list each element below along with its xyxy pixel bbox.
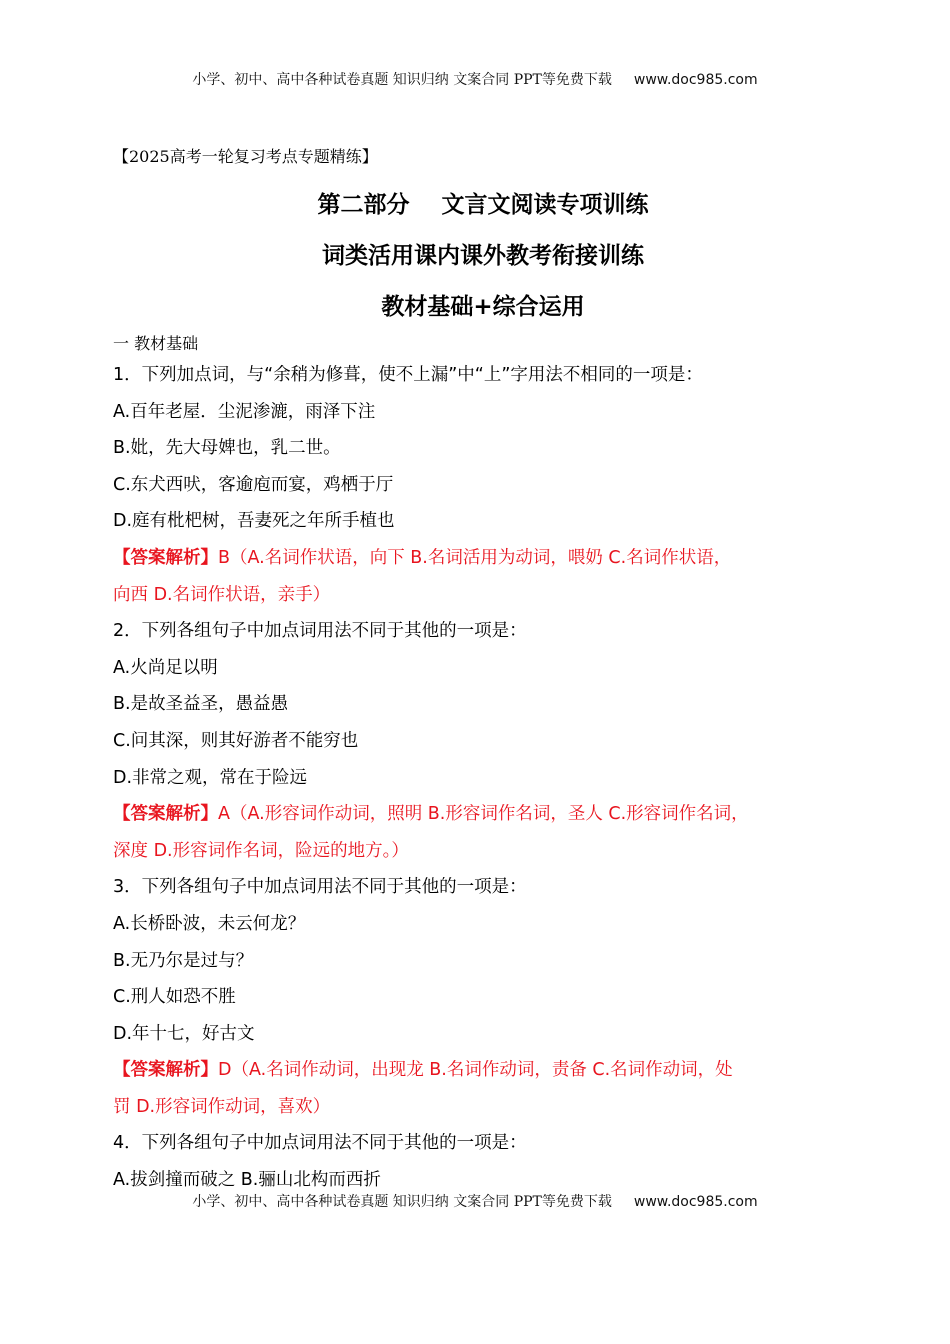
answer-label: 【答案解析】 [113, 1060, 218, 1081]
question-2-option-d: D.非常之观，常在于险远 [113, 767, 308, 788]
answer-text: D（A.名词作动词，出现龙 B.名词作动词，责备 C.名词作动词，处 [218, 1060, 733, 1081]
answer-label: 【答案解析】 [113, 804, 218, 825]
question-4-options-ab: A.拔剑撞而破之 B.骊山北构而西折 [113, 1170, 381, 1191]
title-topic: 词类活用课内课外教考衔接训练 [322, 243, 644, 269]
question-3-answer-cont: 罚 D.形容词作动词，喜欢） [113, 1096, 331, 1117]
question-1-answer [113, 540, 853, 577]
question-3-option-a: A.长桥卧波，未云何龙？ [113, 913, 306, 934]
question-2-option-a: A.火尚足以明 [113, 657, 218, 678]
document-body [113, 144, 853, 1199]
footer-text: 小学、初中、高中各种试卷真题 知识归纳 文案合同 PPT等免费下载 [192, 1194, 612, 1210]
question-1-option-d: D.庭有枇杷树，吾妻死之年所手植也 [113, 511, 395, 532]
question-1-option-b: B.妣，先大母婢也，乳二世。 [113, 438, 341, 459]
question-4-stem: 4．下列各组句子中加点词用法不同于其他的一项是： [113, 1133, 527, 1154]
page-footer [0, 1191, 950, 1211]
title-part: 第二部分 文言文阅读专项训练 [317, 192, 649, 218]
header-text: 小学、初中、高中各种试卷真题 知识归纳 文案合同 PPT等免费下载 [192, 72, 612, 88]
section-heading: 一 教材基础 [113, 334, 199, 353]
question-1-option-c: C.东犬西吠，客逾庖而宴，鸡栖于厅 [113, 474, 394, 495]
question-3-stem: 3．下列各组句子中加点词用法不同于其他的一项是： [113, 877, 527, 898]
question-3-answer [113, 1052, 853, 1089]
question-3-option-d: D.年十七，好古文 [113, 1023, 255, 1044]
question-3-option-b: B.无乃尔是过与？ [113, 950, 254, 971]
question-2-stem: 2．下列各组句子中加点词用法不同于其他的一项是： [113, 621, 527, 642]
question-1-answer-cont: 向西 D.名词作状语，亲手） [113, 584, 331, 605]
answer-text: A（A.形容词作动词，照明 B.形容词作名词，圣人 C.形容词作名词， [218, 804, 749, 825]
question-3-option-c: C.刑人如恐不胜 [113, 987, 236, 1008]
question-2-answer [113, 796, 853, 833]
question-2-option-c: C.问其深，则其好游者不能穷也 [113, 730, 359, 751]
question-2-option-b: B.是故圣益圣，愚益愚 [113, 694, 289, 715]
question-2-answer-cont: 深度 D.形容词作名词，险远的地方。） [113, 840, 409, 861]
answer-text: B（A.名词作状语，向下 B.名词活用为动词，喂奶 C.名词作状语， [218, 547, 732, 568]
series-tag: 【2025高考一轮复习考点专题精练】 [113, 147, 378, 166]
question-1-stem: 1．下列加点词，与“余稍为修葺，使不上漏”中“上”字用法不相同的一项是： [113, 365, 703, 385]
answer-label: 【答案解析】 [113, 547, 218, 568]
question-1-option-a: A.百年老屋．尘泥渗漉，雨泽下注 [113, 401, 376, 422]
page-header [0, 69, 950, 89]
footer-site-link[interactable]: www.doc985.com [633, 1194, 758, 1210]
header-site-link[interactable]: www.doc985.com [633, 72, 758, 88]
title-subtitle: 教材基础+综合运用 [381, 294, 585, 320]
